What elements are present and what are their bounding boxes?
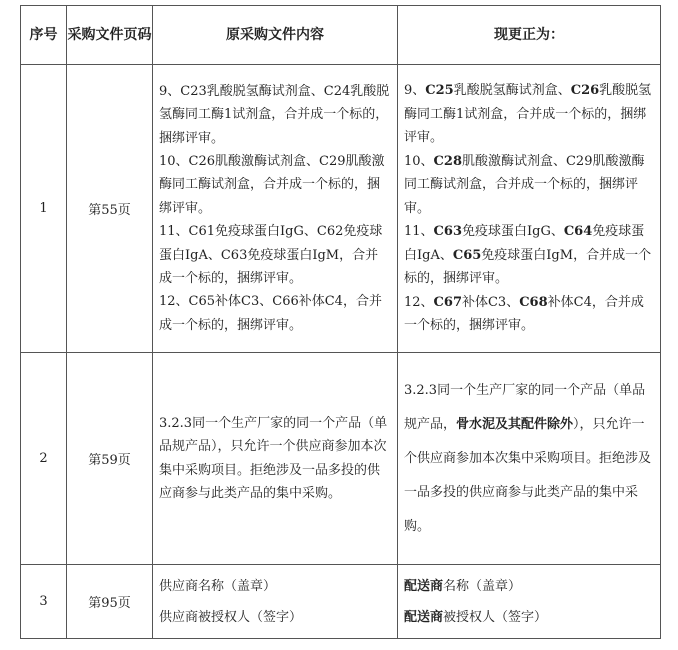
original-item: 供应商名称（盖章） [159,578,277,594]
row-no: 3 [21,565,67,639]
header-no: 序号 [21,6,67,65]
new-item: 配送商被授权人（签字） [404,609,548,625]
header-page: 采购文件页码 [67,6,153,65]
new-content [398,353,661,565]
new-item: 11、C63免疫球蛋白IgG、C64免疫球蛋白IgA、C65免疫球蛋白IgM，合并成一个标的，捆绑评审。 [404,224,652,287]
original-item: 供应商被授权人（签字） [159,609,303,625]
original-content [153,353,398,565]
original-item: 12、C65补体C3、C66补体C4，合并成一个标的，捆绑评审。 [159,294,382,333]
original-content [153,65,398,353]
header-new: 现更正为： [398,6,661,65]
new-item: 配送商名称（盖章） [404,578,522,594]
original-item: 11、C61免疫球蛋白IgG、C62免疫球蛋白IgA、C63免疫球蛋白IgM，合并成一个标的，捆绑评审。 [159,224,383,287]
new-item: 9、C25乳酸脱氢酶试剂盒、C26乳酸脱氢酶同工酶1试剂盒，合并成一个标的，捆绑评审。 [404,83,652,146]
correction-table [20,5,661,639]
row-no: 1 [21,65,67,353]
row-page: 第95页 [67,565,153,639]
original-item: 10、C26肌酸激酶试剂盒、C29肌酸激酶同工酶试剂盒，合并成一个标的，捆绑评审。 [159,153,385,216]
original-item: 9、C23乳酸脱氢酶试剂盒、C24乳酸脱氢酶同工酶1试剂盒，合并成一个标的，捆绑评审。 [159,83,390,146]
table-row [21,353,661,565]
table-row [21,65,661,353]
row-page: 第59页 [67,353,153,565]
new-content [398,65,661,353]
original-item: 3.2.3同一个生产厂家的同一个产品（单品规产品），只允许一个供应商参加本次集中采购项目。拒绝涉及一品多投的供应商参与此类产品的集中采购。 [159,415,388,501]
header-row [21,6,661,65]
new-item: 12、C67补体C3、C68补体C4，合并成一个标的，捆绑评审。 [404,294,644,334]
new-content [398,565,661,639]
new-item: 3.2.3同一个生产厂家的同一个产品（单品规产品，骨水泥及其配件除外），只允许一个供应商参加本次集中采购项目。拒绝涉及一品多投的供应商参与此类产品的集中采购。 [404,382,652,534]
new-item: 10、C28肌酸激酶试剂盒、C29肌酸激酶同工酶试剂盒，合并成一个标的，捆绑评审。 [404,153,645,216]
table-row [21,565,661,639]
row-no: 2 [21,353,67,565]
original-content [153,565,398,639]
row-page: 第55页 [67,65,153,353]
header-original: 原采购文件内容 [153,6,398,65]
